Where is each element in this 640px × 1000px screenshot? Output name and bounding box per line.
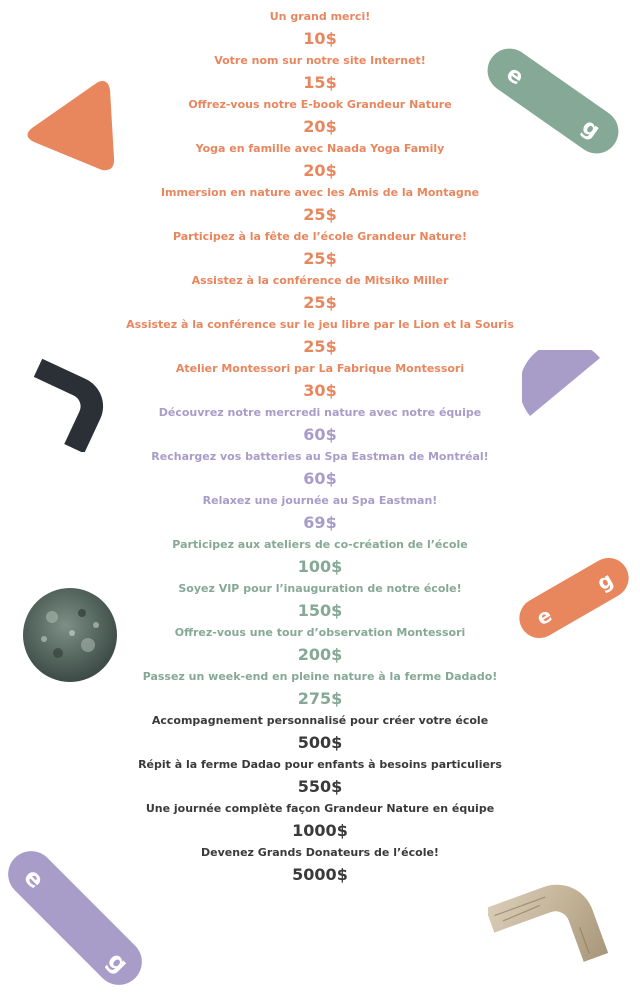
reward-item [0, 402, 640, 446]
pill-letter-e: e [532, 602, 556, 631]
reward-title: Une journée complète façon Grandeur Nature en équipe [145, 802, 495, 815]
reward-title: Passez un week-end en pleine nature à la ferme Dadado! [142, 670, 498, 683]
reward-title: Répit à la ferme Dadao pour enfants à besoins particuliers [138, 758, 502, 771]
reward-title: Offrez-vous une tour d’observation Montessori [174, 626, 466, 639]
reward-price: 200$ [297, 645, 343, 664]
reward-item [0, 226, 640, 270]
reward-item [0, 94, 640, 138]
reward-price: 150$ [297, 601, 343, 620]
reward-title: Un grand merci! [269, 10, 371, 23]
reward-item [0, 534, 640, 578]
reward-price: 25$ [303, 249, 337, 268]
reward-price: 30$ [303, 381, 337, 400]
reward-item [0, 358, 640, 402]
reward-title: Participez aux ateliers de co-création de l’école [172, 538, 468, 551]
wood-arch-shape [488, 868, 608, 988]
reward-item [0, 842, 640, 886]
pill-letter-e: e [18, 862, 50, 895]
reward-price: 69$ [303, 513, 337, 532]
reward-item [0, 182, 640, 226]
reward-title: Relaxez une journée au Spa Eastman! [202, 494, 438, 507]
pill-letter-e: e [501, 61, 529, 91]
pill-letter-g: g [101, 946, 134, 979]
reward-list [0, 6, 640, 886]
pill-letter-g: g [592, 567, 618, 596]
reward-title: Rechargez vos batteries au Spa Eastman de Montréal! [151, 450, 489, 463]
reward-price: 100$ [297, 557, 343, 576]
reward-price: 15$ [303, 73, 337, 92]
reward-item [0, 6, 640, 50]
reward-price: 25$ [303, 205, 337, 224]
reward-title: Découvrez notre mercredi nature avec notre équipe [158, 406, 482, 419]
reward-item [0, 754, 640, 798]
reward-title: Offrez-vous notre E-book Grandeur Nature [188, 98, 452, 111]
reward-price: 550$ [297, 777, 343, 796]
reward-item [0, 578, 640, 622]
reward-item [0, 798, 640, 842]
reward-price: 10$ [303, 29, 337, 48]
reward-price: 20$ [303, 161, 337, 180]
reward-title: Assistez à la conférence sur le jeu libre par le Lion et la Souris [126, 318, 514, 331]
reward-price: 500$ [297, 733, 343, 752]
reward-price: 275$ [297, 689, 343, 708]
reward-price: 20$ [303, 117, 337, 136]
reward-item [0, 270, 640, 314]
reward-title: Devenez Grands Donateurs de l’école! [201, 846, 439, 859]
reward-price: 5000$ [292, 865, 348, 884]
reward-price: 1000$ [292, 821, 348, 840]
reward-title: Participez à la fête de l’école Grandeur Nature! [172, 230, 468, 243]
reward-item [0, 622, 640, 666]
reward-price: 60$ [303, 425, 337, 444]
reward-title: Atelier Montessori par La Fabrique Montessori [175, 362, 465, 375]
reward-price: 60$ [303, 469, 337, 488]
reward-item [0, 314, 640, 358]
reward-title: Accompagnement personnalisé pour créer votre école [151, 714, 489, 727]
reward-price: 25$ [303, 337, 337, 356]
reward-title: Immersion en nature avec les Amis de la Montagne [160, 186, 480, 199]
reward-title: Yoga en famille avec Naada Yoga Family [195, 142, 445, 155]
pill-letter-g: g [576, 114, 605, 144]
reward-item [0, 710, 640, 754]
reward-item [0, 666, 640, 710]
reward-item [0, 138, 640, 182]
reward-item [0, 50, 640, 94]
reward-price: 25$ [303, 293, 337, 312]
reward-title: Soyez VIP pour l’inauguration de notre école! [178, 582, 462, 595]
reward-item [0, 446, 640, 490]
reward-title: Assistez à la conférence de Mitsiko Miller [191, 274, 449, 287]
reward-item [0, 490, 640, 534]
reward-title: Votre nom sur notre site Internet! [214, 54, 426, 67]
